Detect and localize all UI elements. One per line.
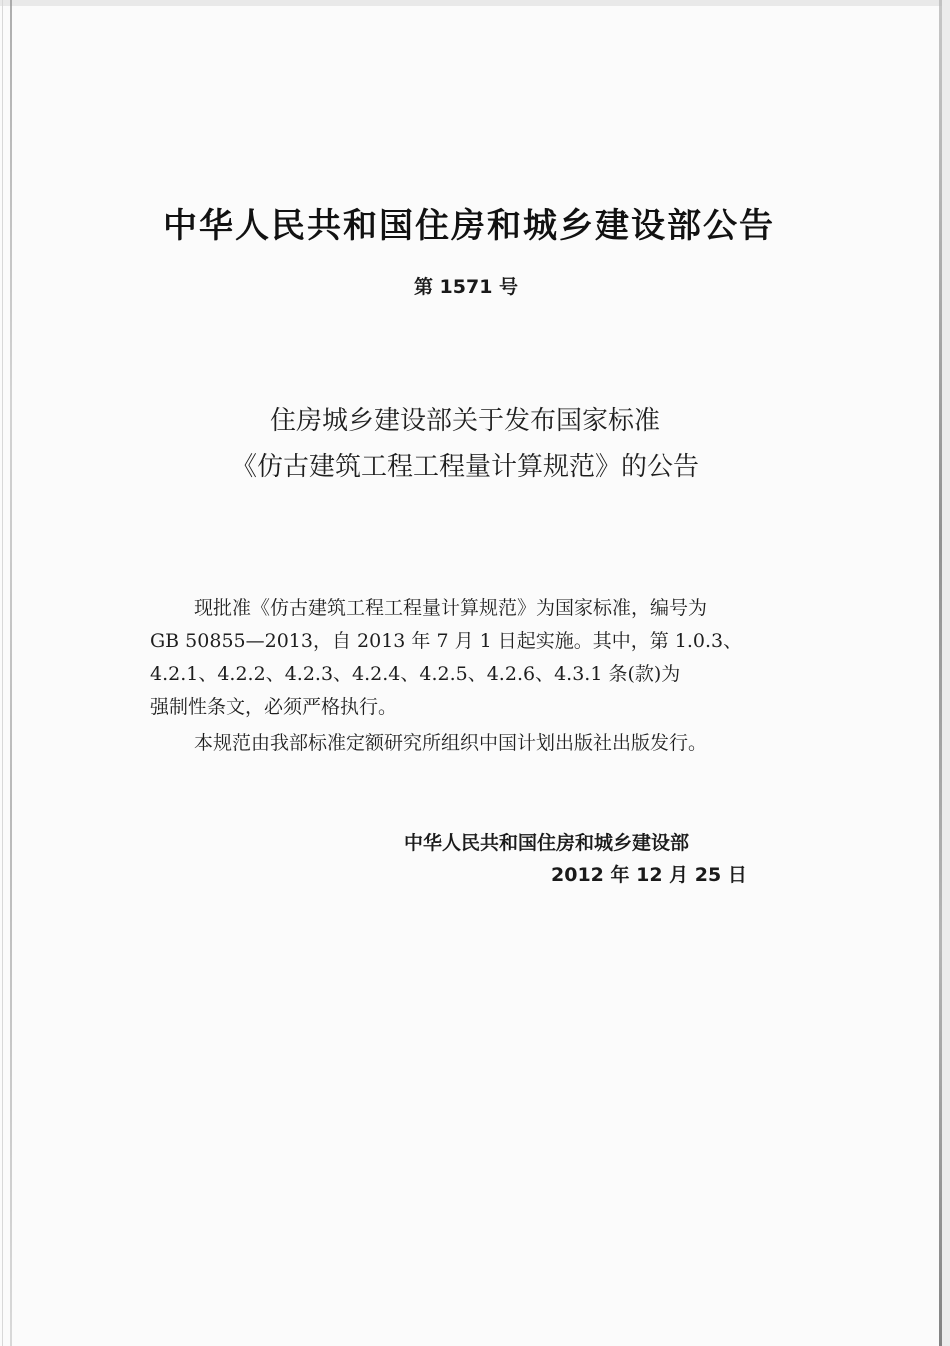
body-paragraph-line: GB 50855—2013，自 2013 年 7 月 1 日起实施。其中，第 1.0.3、 xyxy=(150,630,743,652)
announcement-title: 中华人民共和国住房和城乡建设部公告 xyxy=(163,206,775,246)
body-paragraph-line: 强制性条文，必须严格执行。 xyxy=(150,696,398,718)
issue-date: 2012 年 12 月 25 日 xyxy=(551,864,747,886)
subtitle-line-1: 住房城乡建设部关于发布国家标准 xyxy=(269,406,660,436)
issuing-organization: 中华人民共和国住房和城乡建设部 xyxy=(404,832,690,854)
scan-edge-top xyxy=(0,0,950,6)
body-paragraph-line: 本规范由我部标准定额研究所组织中国计划出版社出版发行。 xyxy=(194,732,708,754)
scan-edge-right xyxy=(939,0,942,1346)
body-paragraph-line: 现批准《仿古建筑工程工程量计算规范》为国家标准，编号为 xyxy=(194,597,708,619)
announcement-number: 第 1571 号 xyxy=(413,276,519,298)
subtitle-line-2: 《仿古建筑工程工程量计算规范》的公告 xyxy=(230,452,699,482)
body-paragraph-line: 4.2.1、4.2.2、4.2.3、4.2.4、4.2.5、4.2.6、4.3.1 条(款)为 xyxy=(150,663,681,685)
scan-edge-right-outer xyxy=(942,0,950,1346)
